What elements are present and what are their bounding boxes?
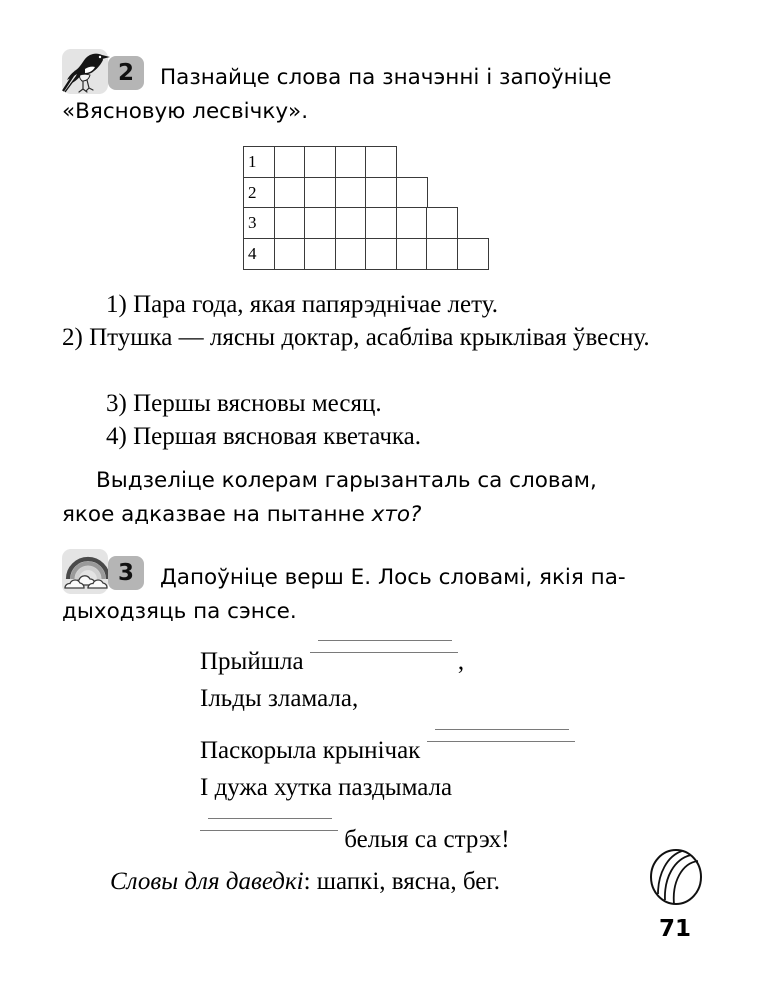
reference-words-line: [110, 866, 500, 898]
task-3-number-badge: 3: [108, 556, 144, 590]
clue-item-1: [62, 288, 705, 321]
poem-text-after: белыя са стрэх!: [338, 826, 510, 853]
poem-answer-blank[interactable]: [310, 649, 458, 669]
poem-text-before: І дужа хутка паздымала: [200, 774, 453, 801]
blank-rule-bottom: [310, 652, 458, 653]
ladder-row[interactable]: [243, 177, 489, 209]
poem-answer-blank[interactable]: [427, 738, 575, 758]
ladder-row-label: 3: [243, 207, 275, 239]
poem-line-1: [200, 646, 464, 678]
clue-marker: 4): [106, 423, 127, 450]
poem-line-5: [200, 824, 510, 856]
ladder-cell[interactable]: [396, 238, 428, 270]
task-2-header: [62, 58, 705, 129]
ball-icon: [648, 848, 704, 906]
blank-rule-top: [435, 729, 569, 730]
ladder-cell[interactable]: [335, 207, 367, 239]
task-2-followup: [62, 464, 705, 532]
task-3-icon-badge-group: [62, 558, 154, 594]
clue-marker: 1): [106, 291, 127, 318]
ladder-cell[interactable]: [426, 238, 458, 270]
ladder-cell[interactable]: [457, 238, 489, 270]
clue-text: Пара года, якая папярэднічае лету.: [133, 291, 498, 318]
ladder-cell[interactable]: [335, 177, 367, 209]
clue-item-3: [62, 387, 705, 420]
poem-line-2: [200, 683, 358, 715]
ladder-cell[interactable]: [335, 238, 367, 270]
ladder-row-label: 4: [243, 238, 275, 270]
ladder-cell[interactable]: [365, 146, 397, 178]
ladder-cell[interactable]: [426, 207, 458, 239]
followup-question-word: хто?: [371, 502, 422, 527]
magpie-icon: [62, 47, 114, 95]
ladder-cell[interactable]: [365, 238, 397, 270]
ladder-cell[interactable]: [335, 146, 367, 178]
clue-marker: 3): [106, 390, 127, 417]
ladder-cell[interactable]: [365, 207, 397, 239]
poem-line-3: [200, 735, 575, 767]
ladder-cell[interactable]: [396, 207, 428, 239]
poem-text-before: Паскорыла крынічак: [200, 737, 427, 764]
ladder-row[interactable]: [243, 146, 489, 178]
task-3-prompt-text-1: Дапоўніце верш Е. Лось словамі, якія па-: [160, 565, 626, 590]
clue-text: Птушка — лясны доктар, асабліва крыклівая ўвесну.: [89, 324, 650, 351]
ladder-cell[interactable]: [304, 146, 336, 178]
clue-item-4: [62, 420, 705, 453]
poem-text-before: Ільды зламала,: [200, 685, 359, 712]
clue-text: Першая вясновая кветачка.: [133, 423, 422, 450]
followup-line-2: [62, 498, 705, 532]
blank-rule-top: [318, 640, 452, 641]
task-2-icon-badge-group: [62, 58, 154, 94]
ladder-row-label: 2: [243, 177, 275, 209]
ladder-cell[interactable]: [365, 177, 397, 209]
word-ladder-grid[interactable]: [243, 146, 489, 270]
ladder-cell[interactable]: [304, 238, 336, 270]
task-2-prompt-text-1: Пазнайце слова па значэнні і запоўніце: [160, 65, 612, 90]
task-2-number-badge: 2: [108, 56, 144, 90]
reference-words-list: : шапкі, вясна, бег.: [303, 868, 500, 895]
poem-text-before: Прыйшла: [200, 648, 310, 675]
ladder-cell[interactable]: [274, 177, 306, 209]
followup-text-2: якое адказвае на пытанне: [62, 502, 372, 527]
rainbow-clouds-icon: [62, 547, 114, 595]
clue-item-2: [62, 321, 705, 354]
page-number: 71: [659, 916, 692, 942]
blank-rule-bottom: [200, 830, 338, 831]
task-3-prompt-line-1: [62, 558, 705, 595]
poem-text-after: ,: [457, 648, 465, 675]
ladder-row-label: 1: [243, 146, 275, 178]
followup-text-1: Выдзеліце колерам гарызанталь са словам,: [96, 468, 597, 493]
task-2-prompt-line-1: [62, 58, 705, 95]
ladder-row[interactable]: [243, 238, 489, 270]
poem-line-4: [200, 772, 452, 804]
ladder-cell[interactable]: [274, 146, 306, 178]
task-2-prompt-line-2: «Вясновую лесвічку».: [62, 99, 309, 124]
clue-text: Першы вясновы месяц.: [133, 390, 382, 417]
blank-rule-top: [208, 818, 332, 819]
poem-answer-blank[interactable]: [200, 827, 338, 847]
clue-marker: 2): [62, 324, 83, 351]
task-3-prompt-line-2: дыходзяць па сэнсе.: [62, 599, 297, 624]
task-3-header: [62, 558, 705, 629]
ladder-cell[interactable]: [304, 207, 336, 239]
ladder-row[interactable]: [243, 207, 489, 239]
reference-words-label: Словы для даведкі: [110, 868, 304, 895]
ladder-cell[interactable]: [274, 207, 306, 239]
ladder-cell[interactable]: [274, 238, 306, 270]
blank-rule-bottom: [427, 741, 575, 742]
ladder-cell[interactable]: [304, 177, 336, 209]
ladder-cell[interactable]: [396, 177, 428, 209]
followup-line-1: [62, 464, 705, 498]
